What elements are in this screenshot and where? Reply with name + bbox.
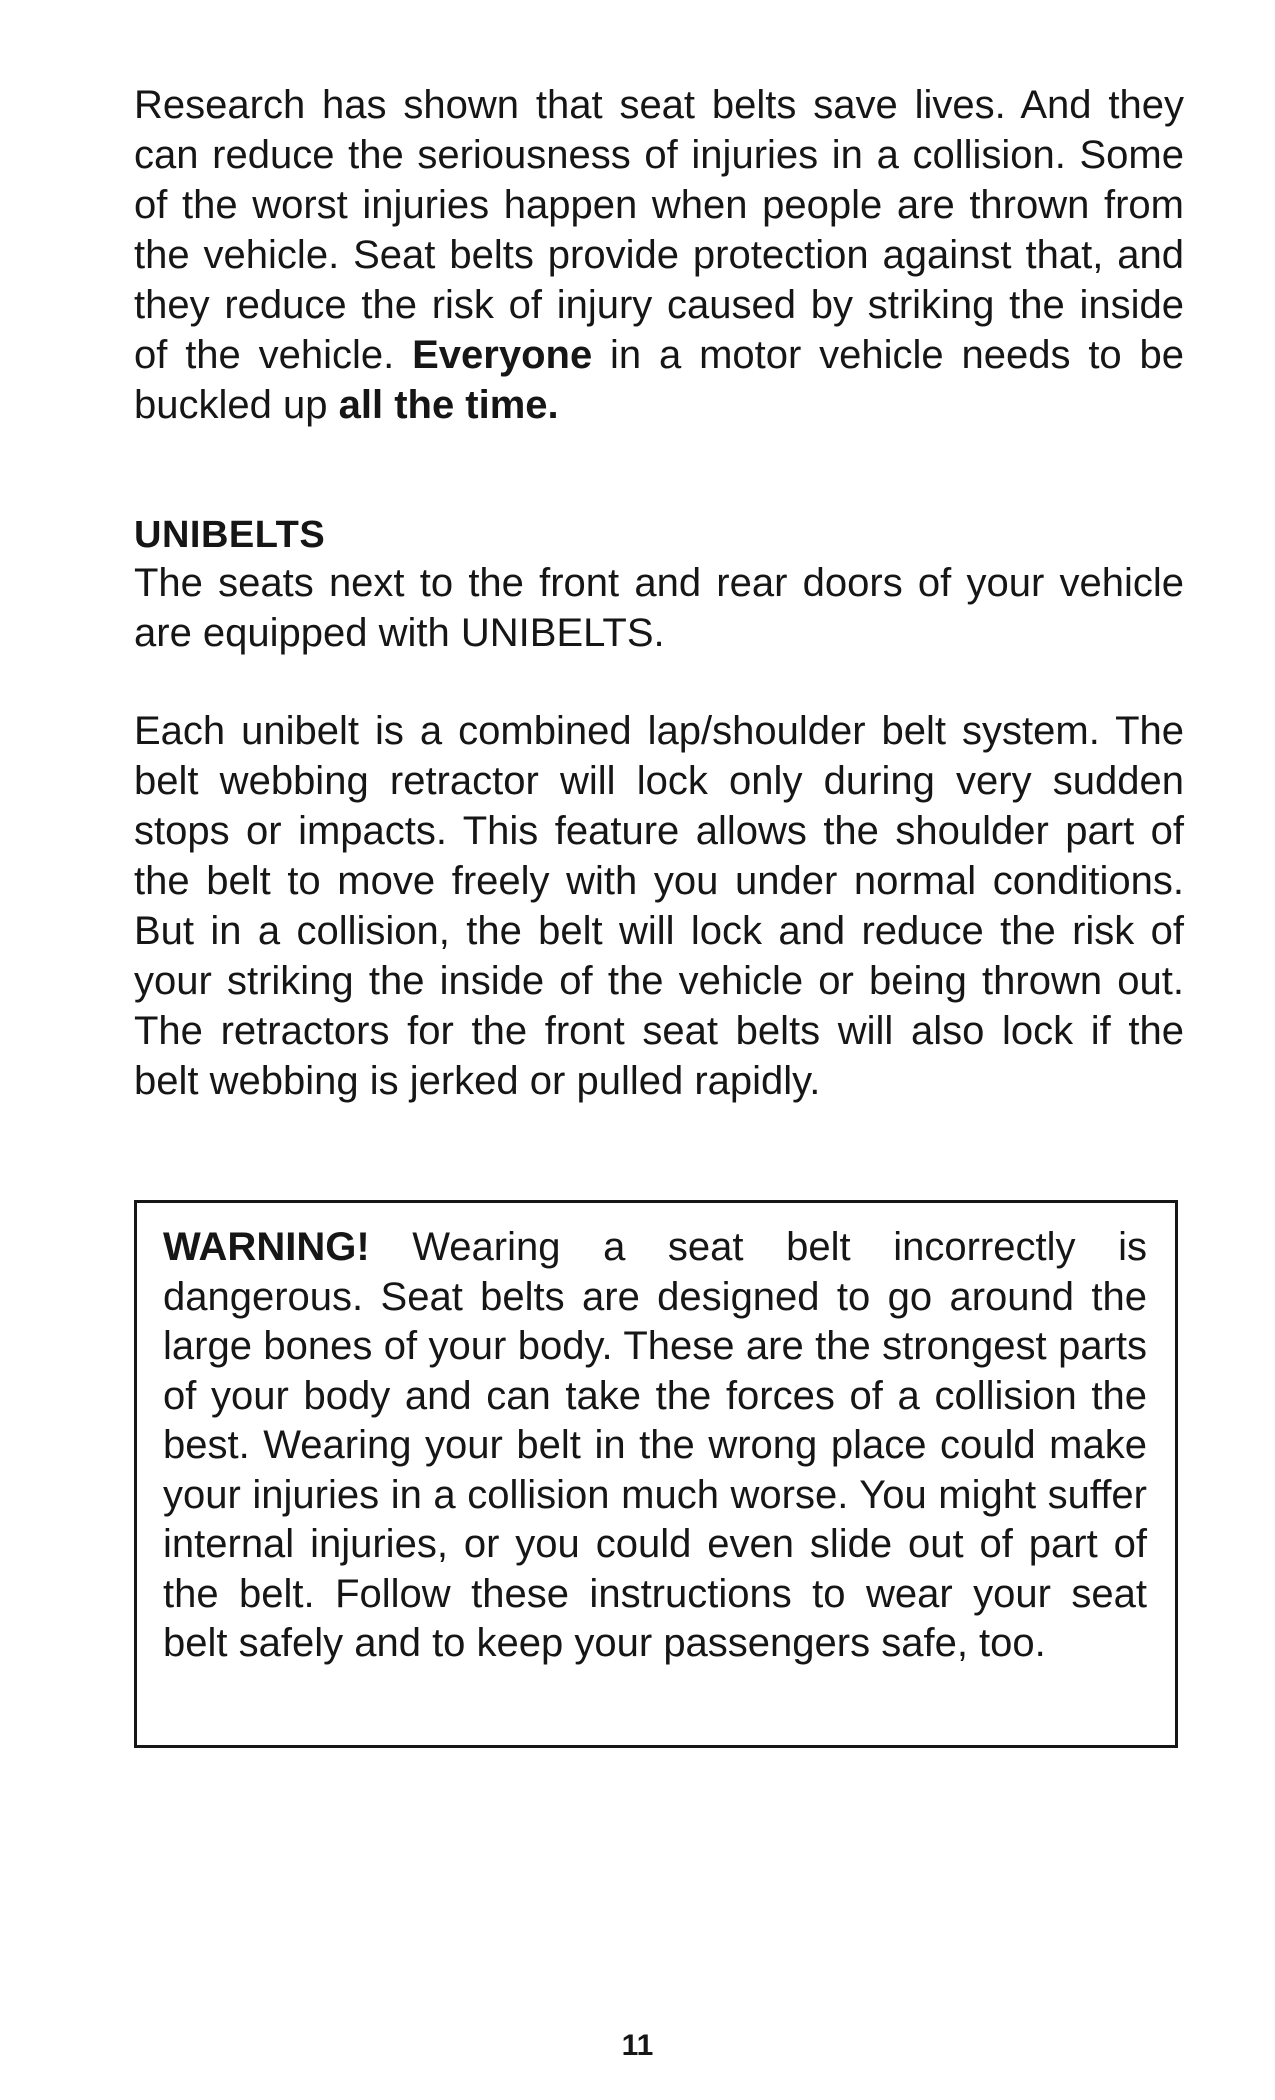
intro-text-middle: in a motor vehicle needs to be buckled up (134, 333, 1184, 427)
warning-box (134, 1200, 1178, 1748)
intro-bold-everyone: Everyone (412, 333, 593, 377)
unibelts-paragraph-1: The seats next to the front and rear doors of your vehicle are equipped with UNIBELTS. (134, 561, 1184, 655)
warning-text: Wearing a seat belt incorrectly is dangerous. Seat belts are designed to go around the large bones of your body. These are the strongest parts of your body and can take the forces of a collision the best. Wearing your belt in the wrong place could make your injuries in a collision much worse. You might suffer internal injuries, or you could even slide out of part of the belt. Follow these instructions to wear your seat belt safely and to keep your passengers safe, too. (163, 1225, 1147, 1665)
intro-bold-all-the-time: all the time. (338, 383, 559, 427)
page-content (134, 80, 1184, 1106)
warning-label: WARNING! (163, 1225, 370, 1269)
unibelts-heading: UNIBELTS (134, 514, 326, 556)
page-number: 11 (621, 2029, 654, 2062)
intro-text: Research has shown that seat belts save lives. And they can reduce the seriousness of injuries in a collision. Some of the worst injuries happen when people are thrown from the vehicle. Seat belts provide protection against that, and they reduce the risk of injury caused by striking the inside of the vehicle. (134, 83, 1184, 377)
intro-paragraph (134, 80, 1184, 430)
warning-paragraph (163, 1223, 1147, 1669)
unibelts-paragraph-2: Each unibelt is a combined lap/shoulder belt system. The belt webbing retractor will lock only during very sudden stops or impacts. This feature allows the shoulder part of the belt to move freely with you under normal conditions. But in a collision, the belt will lock and reduce the risk of your striking the inside of the vehicle or being thrown out. The retractors for the front seat belts will also lock if the belt webbing is jerked or pulled rapidly. (134, 709, 1184, 1103)
